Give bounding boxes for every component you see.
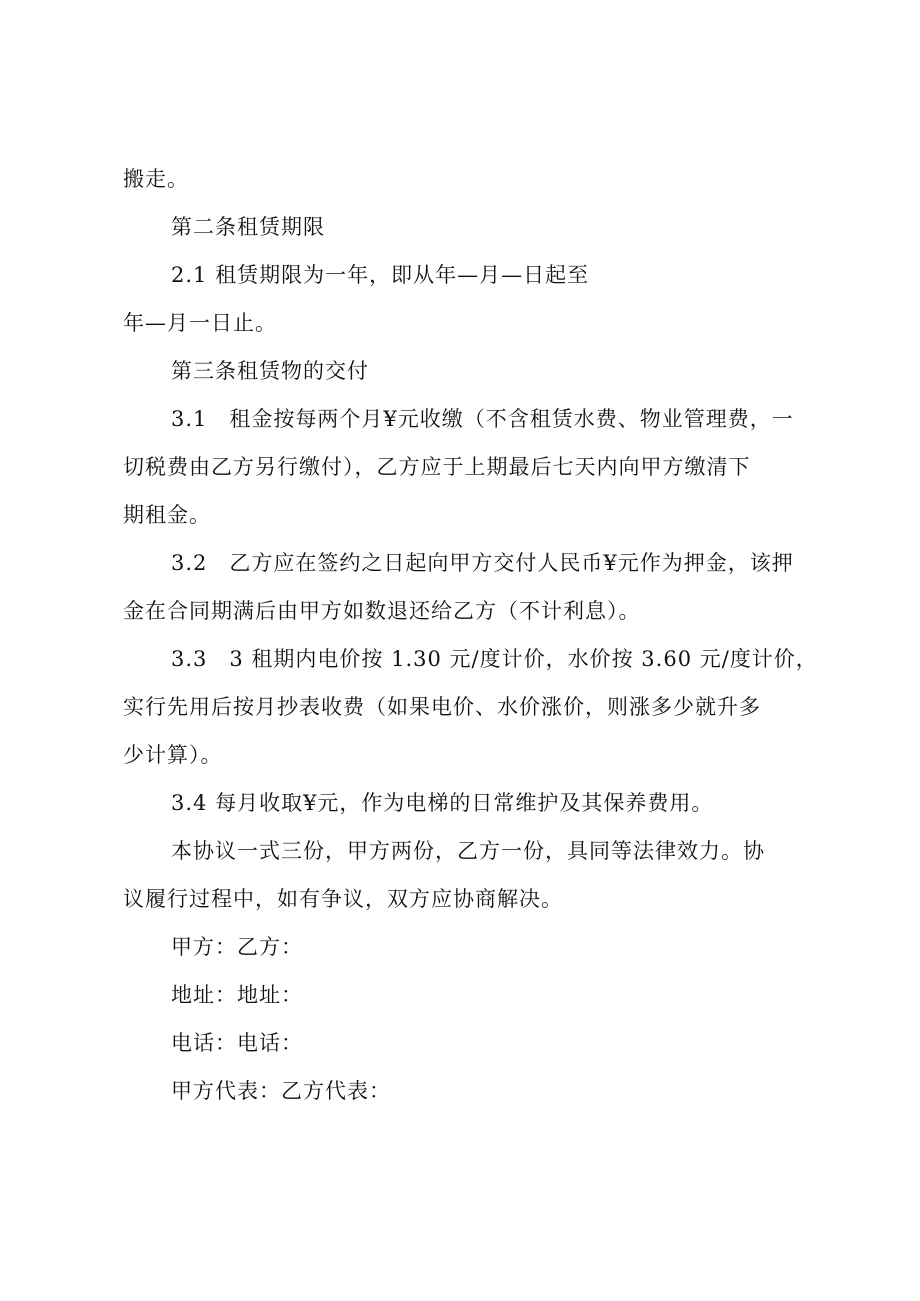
clause-3-1: 3.1 租金按每两个月¥元收缴（不含租赁水费、物业管理费，一: [171, 407, 794, 431]
text-line: 议履行过程中，如有争议，双方应协商解决。: [123, 887, 563, 911]
section-heading-delivery: 第三条租赁物的交付: [171, 359, 369, 383]
party-address-line: 地址：地址：: [171, 983, 303, 1007]
clause-3-4: 3.4 每月收取¥元，作为电梯的日常维护及其保养费用。: [171, 791, 714, 815]
agreement-copies-paragraph: 本协议一式三份，甲方两份，乙方一份，具同等法律效力。协: [171, 839, 765, 863]
text-line: 实行先用后按月抄表收费（如果电价、水价涨价，则涨多少就升多: [123, 695, 761, 719]
text-line: 年—月一日止。: [123, 311, 277, 335]
clause-3-2: 3.2 乙方应在签约之日起向甲方交付人民币¥元作为押金，该押: [171, 551, 794, 575]
text-line: 少计算）。: [123, 743, 223, 767]
party-phone-line: 电话：电话：: [171, 1031, 303, 1055]
clause-2-1: 2.1 租赁期限为一年，即从年—月—日起至: [171, 263, 590, 287]
text-line: 金在合同期满后由甲方如数退还给乙方（不计利息）。: [123, 599, 641, 623]
clause-3-3: 3.3 3 租期内电价按 1.30 元/度计价，水价按 3.60 元/度计价，: [171, 647, 818, 671]
section-heading-term: 第二条租赁期限: [171, 215, 325, 239]
text-line: 期租金。: [123, 503, 211, 527]
party-names-line: 甲方：乙方：: [171, 935, 303, 959]
text-line: 切税费由乙方另行缴付），乙方应于上期最后七天内向甲方缴清下: [123, 455, 751, 479]
document-body: [123, 155, 818, 1115]
text-line: 搬走。: [123, 167, 189, 191]
party-representative-line: 甲方代表：乙方代表：: [171, 1079, 391, 1103]
